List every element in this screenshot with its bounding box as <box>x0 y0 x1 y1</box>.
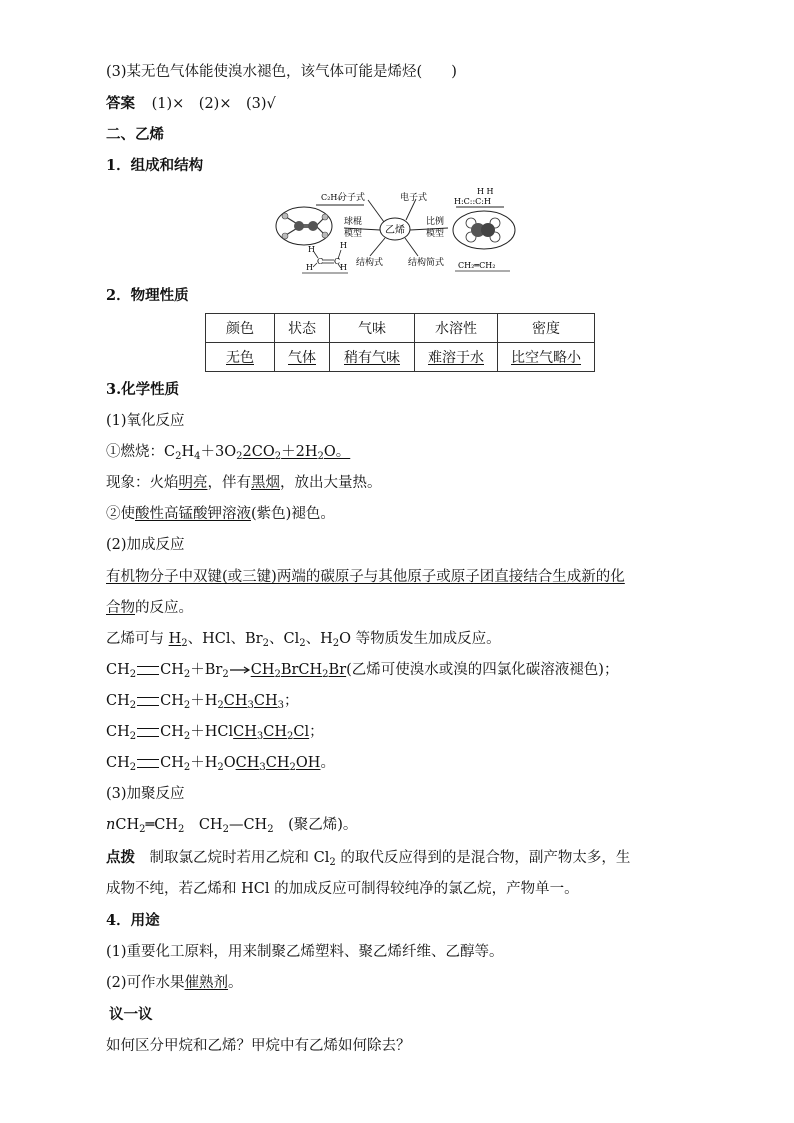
polymerization-equation: $nCH_2═CH_2$ $CH_2—CH_2$ (聚乙烯)。 <box>106 817 358 835</box>
molecular-label: 分子式 <box>338 193 366 203</box>
discuss-question: 如何区分甲烷和乙烯？甲烷中有乙烯如何除去？ <box>106 1038 411 1054</box>
addition-definition-2: 合物的反应。 <box>106 600 193 616</box>
table-cell: 气体 <box>288 350 316 366</box>
equation-hcl: $CH_2$ $CH_2+HClCH_3CH_2Cl$； <box>106 724 324 742</box>
svg-text:H: H <box>308 245 315 254</box>
table-row <box>206 314 595 343</box>
subsection-physical: 2．物理性质 <box>106 287 189 304</box>
table-row <box>206 343 595 372</box>
structural-label: 结构式 <box>356 258 384 268</box>
tip-line-2: 成物不纯，若乙烯和 HCl 的加成反应可制得较纯净的氯乙烷，产物单一。 <box>106 881 579 897</box>
section-title-ethylene: 二、乙烯 <box>106 126 164 143</box>
electronic-label: 电子式 <box>400 193 428 203</box>
table-cell: 难溶于水 <box>428 350 484 366</box>
ball-stick-label-2: 模型 <box>344 229 363 239</box>
table-header: 密度 <box>498 314 595 343</box>
space-fill-label-2: 模型 <box>426 229 445 239</box>
table-header: 颜色 <box>206 314 275 343</box>
simple-label: 结构简式 <box>408 258 445 268</box>
answer-values: (1)× (2)× (3)√ <box>151 96 276 112</box>
subsection-chemical: 3.化学性质 <box>106 381 180 398</box>
use-2: (2)可作水果催熟剂。 <box>106 975 243 991</box>
svg-text:H: H <box>340 263 347 272</box>
svg-text:H: H <box>340 241 347 250</box>
arrow-icon <box>229 665 251 675</box>
tip-line-1: 点拨 制取氯乙烷时若用乙烷和 $Cl_2$ 的取代反应得到的是混合物，副产物太多，生 <box>106 849 631 868</box>
table-header: 状态 <box>275 314 330 343</box>
answer-label: 答案 <box>106 95 135 112</box>
struct-C2: C <box>334 257 341 266</box>
physical-properties-table <box>205 313 595 372</box>
space-fill-label-1: 比例 <box>426 217 445 227</box>
double-bond-icon <box>137 697 159 706</box>
equation-bromine: $CH_2$ $CH_2+Br_2$ $CH_2BrCH_2Br$(乙烯可使溴水或溴的四氯化碳溶液褪色)； <box>106 662 619 680</box>
center-label: 乙烯 <box>385 225 405 236</box>
oxidation-title: (1)氧化反应 <box>106 413 185 429</box>
tip-label: 点拨 <box>106 849 135 866</box>
svg-text:H: H <box>306 263 313 272</box>
table-header: 气味 <box>330 314 415 343</box>
addition-definition-1: 有机物分子中双键(或三键)两端的碳原子与其他原子或原子团直接结合生成新的化 <box>106 569 625 585</box>
addition-title: (2)加成反应 <box>106 537 185 553</box>
equation-water: $CH_2$ $CH_2+H_2OCH_3CH_2OH$。 <box>106 755 335 773</box>
table-cell: 稍有气味 <box>344 350 400 366</box>
phenomenon-line: 现象：火焰明亮，伴有黑烟，放出大量热。 <box>106 475 382 491</box>
discuss-title: 议一议 <box>109 1006 153 1023</box>
question-3: (3)某无色气体能使溴水褪色，该气体可能是烯烃( ) <box>106 64 457 80</box>
ethylene-structure-diagram <box>272 184 527 274</box>
use-1: (1)重要化工原料，用来制聚乙烯塑料、聚乙烯纤维、乙醇等。 <box>106 944 504 960</box>
ball-stick-label-1: 球棍 <box>344 217 363 227</box>
double-bond-icon <box>137 759 159 768</box>
double-bond-icon <box>137 728 159 737</box>
table-header: 水溶性 <box>415 314 498 343</box>
polymerization-title: (3)加聚反应 <box>106 786 185 802</box>
equation-hydrogen: $CH_2$ $CH_2+H_2CH_3CH_3$； <box>106 693 299 711</box>
answer-line <box>106 94 276 114</box>
double-bond-icon <box>137 666 159 675</box>
subsection-composition: 1．组成和结构 <box>106 157 204 174</box>
table-cell: 无色 <box>226 350 254 366</box>
struct-C1: C <box>317 257 324 266</box>
simple-formula: CH₂═CH₂ <box>458 261 496 270</box>
addition-intro: 乙烯可与 $H_2$、HCl、$Br_2$、$Cl_2$、$H_2O$ 等物质发生加成反应。 <box>106 631 501 649</box>
subsection-uses: 4．用途 <box>106 912 160 929</box>
kmno4-line: ②使酸性高锰酸钾溶液(紫色)褪色。 <box>106 506 335 522</box>
electron-formula-top: H H <box>477 187 494 196</box>
combustion-line: ①燃烧：$C_2H_4+3O_22CO_2+2H_2O$。 <box>106 444 351 462</box>
molecular-formula: C₂H₄ <box>321 193 341 202</box>
electron-formula: H:C::C:H <box>454 197 491 206</box>
table-cell: 比空气略小 <box>511 350 581 366</box>
